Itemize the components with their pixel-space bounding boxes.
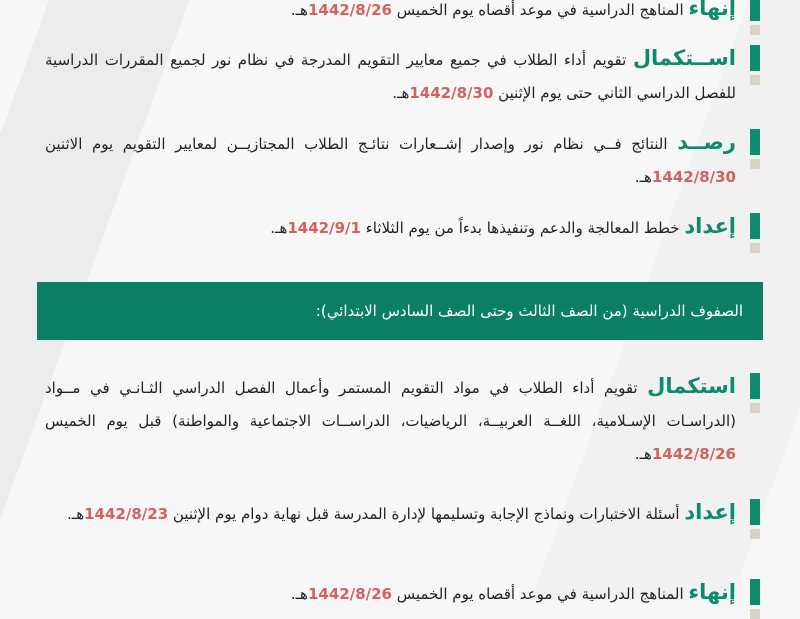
item-body: النتائج فــي نظام نور وإصدار إشــعارات نتائـج الطلاب المجتازيــن لمعايير التقويم يوم الاثنين xyxy=(45,135,678,153)
bullet-marker xyxy=(750,45,760,85)
item-keyword: إنهاء xyxy=(688,0,736,20)
item-text xyxy=(45,210,736,245)
item-date: 1442/8/26 xyxy=(307,585,392,603)
item-body: تقويم أداء الطلاب في جميع معايير التقويم المدرجة في نظام نور لجميع المقررات الدراسية للفصل الدراسي الثاني حتى يوم الإثنين xyxy=(45,51,736,102)
banner-title: الصفوف الدراسية (من الصف الثالث وحتى الصف السادس الابتدائي): xyxy=(315,302,743,320)
bullet-marker xyxy=(750,499,760,539)
item-text xyxy=(45,370,736,471)
item-suffix: هـ. xyxy=(270,219,288,237)
item-keyword: استكمال xyxy=(647,374,736,398)
item-suffix: هـ. xyxy=(392,84,410,102)
item-suffix: هـ. xyxy=(290,1,308,19)
item-body: تقويم أداء الطلاب في مواد التقويم المستمر وأعمال الفصل الدراسي الثـانـي في مــواد (الدراسـات الإسـلامية، اللغــة العربيــة، الرياضيات، الدراســات الاجتماعية والمواطنة) قبل يوم الخميس xyxy=(45,379,736,430)
list-item xyxy=(45,0,760,27)
item-body: خطط المعالجة والدعم وتنفيذها بدءاً من يوم الثلاثاء xyxy=(360,219,685,237)
list-item xyxy=(45,42,760,110)
bullet-marker xyxy=(750,373,760,413)
bullet-marker xyxy=(750,129,760,169)
item-text xyxy=(45,0,736,27)
item-date: 1442/8/26 xyxy=(307,1,392,19)
bullet-marker xyxy=(750,579,760,619)
list-item xyxy=(45,576,760,611)
item-keyword: إنهاء xyxy=(688,580,736,604)
bullet-marker xyxy=(750,0,760,35)
item-body: المناهج الدراسية في موعد أقصاه يوم الخميس xyxy=(392,585,689,603)
list-item xyxy=(45,210,760,245)
list-item xyxy=(45,496,760,531)
item-text xyxy=(45,126,736,194)
item-date: 1442/8/30 xyxy=(651,168,736,186)
item-date: 1442/9/1 xyxy=(287,219,361,237)
item-keyword: إعداد xyxy=(684,500,736,524)
item-text xyxy=(45,42,736,110)
list-item xyxy=(45,370,760,471)
item-text xyxy=(45,576,736,611)
item-keyword: إعداد xyxy=(684,214,736,238)
item-text xyxy=(45,496,736,531)
item-suffix: هـ. xyxy=(634,168,652,186)
item-suffix: هـ. xyxy=(634,445,652,463)
item-keyword: اســتكمال xyxy=(632,46,736,70)
item-body: المناهج الدراسية في موعد أقصاه يوم الخميس xyxy=(392,1,689,19)
item-date: 1442/8/23 xyxy=(84,505,169,523)
item-keyword: رصــد xyxy=(677,130,736,154)
item-suffix: هـ. xyxy=(67,505,85,523)
bullet-marker xyxy=(750,213,760,253)
item-body: أسئلة الاختبارات ونماذج الإجابة وتسليمها لإدارة المدرسة قبل نهاية دوام يوم الإثنين xyxy=(168,505,685,523)
item-date: 1442/8/26 xyxy=(651,445,736,463)
section-banner xyxy=(37,282,763,340)
list-item xyxy=(45,126,760,194)
item-date: 1442/8/30 xyxy=(409,84,494,102)
item-suffix: هـ. xyxy=(290,585,308,603)
